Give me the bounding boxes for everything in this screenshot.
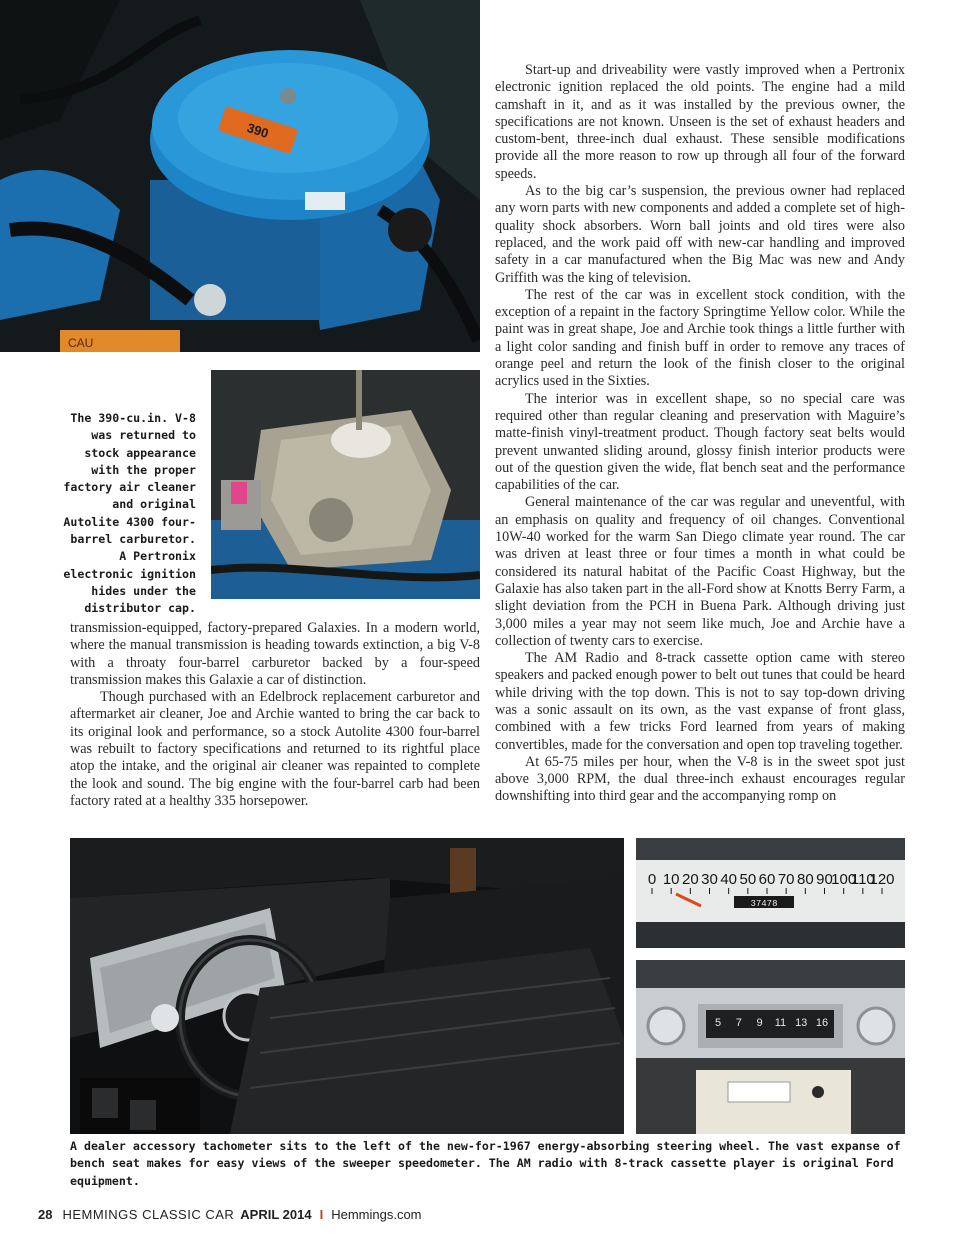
right-paragraph: General maintenance of the car was regular and uneventful, with an emphasis on quality and frequency of oil changes. Conventional 10W-40 worked for the warm San Diego climate year round. The car was driven at least three or four times a month in what could be considered its natural habitat of the Pacific Coast Highway, but the Galaxie has also taken part in the all-Ford show at Knotts Berry Farm, a slight deviation from the PCH in Buena Park. Although driving just 3,000 miles a year may not seem like much, Joe and Archie have a collection of twenty cars to exercise. [495,494,905,649]
magazine-name: HEMMINGS CLASSIC CAR [62,1207,235,1222]
caution-sticker: CAU [68,336,94,350]
decal-390: 390 [245,119,271,141]
right-paragraph: The AM Radio and 8-track cassette option came with stereo speakers and packed enough power to belt out tunes that could be heard while driving with the top down. This is not to say top-down driving was a sonic assault on its own, as the vast expanse of front glass, combined with a few tricks Ford learned from years of making convertibles, made for the conversation and open top traveling together. [495,650,905,753]
radio-dial-number: 7 [735,1017,742,1029]
right-column [495,62,905,806]
speedometer-tick-label: 0 [647,871,657,888]
carburetor-photo [211,370,480,599]
radio-dial-number: 13 [795,1017,808,1029]
left-paragraph: Though purchased with an Edelbrock replacement carburetor and aftermarket air cleaner, Joe and Archie wanted to bring the car back to its original look and performance, so a stock Autolite 4300 four-barrel was rebuilt to factory specifications and returned to its rightful place atop the intake, and the original air cleaner was repainted to complete the look and sound. The big engine with the four-barrel carb had been factory rated at a healthy 335 horsepower. [70,689,480,809]
speedometer-photo [636,838,905,948]
speedometer-tick-label: 20 [681,871,699,888]
engine-photo [0,0,480,352]
speedometer-tick-label: 60 [758,871,776,888]
radio-dial-number: 11 [774,1017,787,1029]
speedometer-tick-label: 100 [831,871,857,888]
left-column [70,620,480,810]
website-link[interactable]: Hemmings.com [331,1207,422,1222]
speedometer-tick-label: 90 [816,871,833,888]
speedometer-tick-label: 70 [777,871,795,888]
page-footer [38,1207,422,1222]
odometer-reading: 37478 [750,899,778,909]
issue-date: APRIL 2014 [240,1207,312,1222]
right-paragraph: At 65-75 miles per hour, when the V-8 is in the sweet spot just above 3,000 RPM, the dual three-inch exhaust encourages regular downshifting into third gear and the accompanying romp on [495,753,905,805]
speedometer-tick-label: 110 [850,871,875,888]
speedometer-tick-label: 120 [869,871,895,888]
left-paragraph: transmission-equipped, factory-prepared Galaxies. In a modern world, where the manual transmission is heading towards extinction, a big V-8 with a throaty four-barrel carburetor backed by a four-speed transmission makes this Galaxie a car of distinction. [70,620,480,688]
speedometer-tick-label: 30 [701,871,718,888]
right-paragraph: As to the big car’s suspension, the previous owner had replaced any worn parts with new components and added a complete set of high-quality shock absorbers. Worn ball joints and old tires were also replaced, and the work paid off with new-car handling and improved safety in a car manufactured when the Big Mac was new and Andy Griffith was the king of television. [495,183,905,286]
speedometer-tick-label: 10 [662,871,680,888]
footer-separator: I [319,1207,324,1222]
radio-photo [636,960,905,1134]
radio-dial-number: 9 [756,1017,763,1029]
interior-photo [70,838,624,1134]
interior-caption: A dealer accessory tachometer sits to the left of the new-for-1967 energy-absorbing steering wheel. The vast expanse of bench seat makes for easy views of the sweeper speedometer. The AM radio with 8-track cassette player is original Ford equipment. [70,1139,901,1188]
speedometer-tick-label: 80 [796,871,814,888]
right-paragraph: Start-up and driveability were vastly improved when a Pertronix electronic ignition replaced the old points. The engine had a mild camshaft in it, and as it was installed by the previous owner, the specifications are not known. Unseen is the set of exhaust headers and custom-bent, three-inch dual exhaust. These sensible modifications provide all the more reason to row up through all four of the forward speeds. [495,62,905,182]
engine-caption: The 390-cu.in. V-8 was returned to stock appearance with the proper factory air cleaner and original Autolite 4300 four-barrel carburetor. A Pertronix electronic ignition hides under the distributor cap. [63,411,196,616]
right-paragraph: The rest of the car was in excellent stock condition, with the exception of a repaint in the factory Springtime Yellow color. While the paint was in great shape, Joe and Archie took things a little further with a light color sanding and finish buff in order to remove any traces of orange peel and return the look of the finish closer to the original acrylics used in the Sixties. [495,286,905,390]
speedometer-tick-label: 50 [739,871,757,888]
right-paragraph: The interior was in excellent shape, so no special care was required other than regular cleaning and preservation with Maguire’s matte-finish vinyl-treatment product. Though factory seat belts would prevent unwanted sliding around, glossy finish interior products were out of the question given the wide, flat bench seat and the performance capabilities of the car. [495,390,905,494]
radio-dial-number: 16 [815,1017,829,1029]
radio-dial-number: 5 [714,1017,722,1029]
page-number: 28 [38,1207,53,1222]
speedometer-tick-label: 40 [720,871,738,888]
